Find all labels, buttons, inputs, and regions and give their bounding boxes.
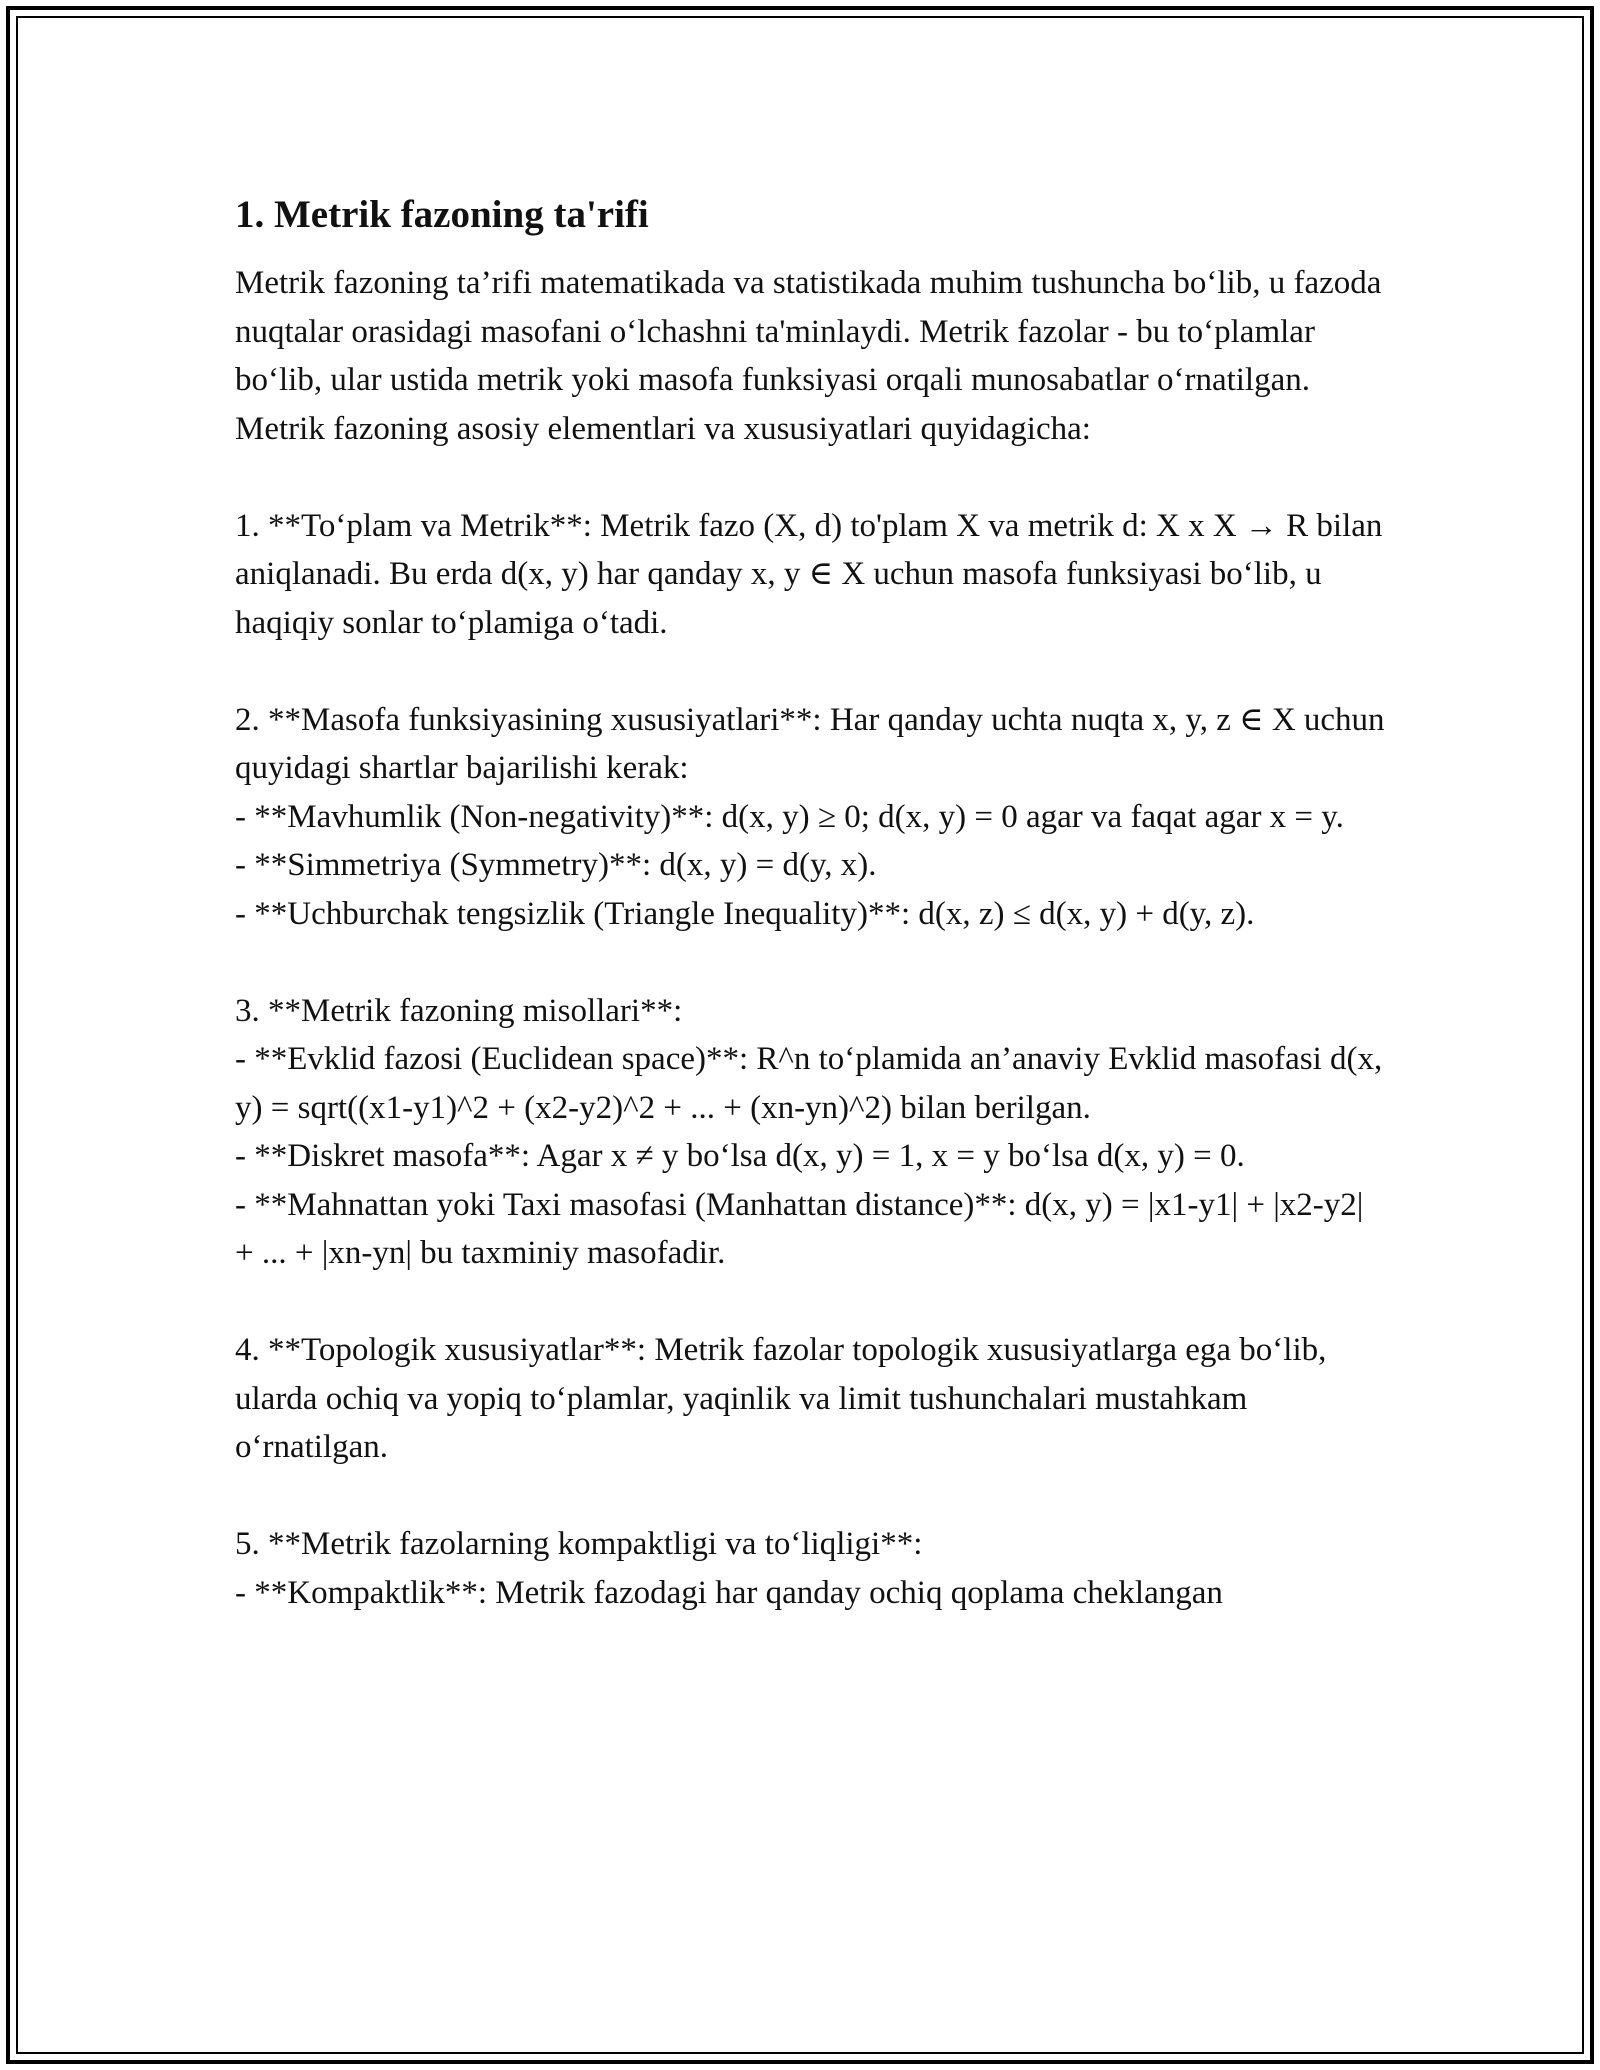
paragraph-gap bbox=[235, 1278, 1385, 1327]
section-4-paragraph: 4. **Topologik xususiyatlar**: Metrik fazolar topologik xususiyatlarga ega bo‘lib, ularda ochiq va yopiq to‘plamlar, yaqinlik va limit tushunchalari mustahkam o‘rnatilgan. bbox=[235, 1332, 1327, 1465]
document-body bbox=[235, 185, 1385, 1617]
paragraph-gap bbox=[235, 938, 1385, 987]
intro-paragraph: Metrik fazoning ta’rifi matematikada va statistikada muhim tushuncha bo‘lib, u fazoda nuqtalar orasidagi masofani o‘lchashni ta'minlaydi. Metrik fazolar - bu to‘plamlar bo‘lib, ular ustida metrik yoki masofa funksiyasi orqali munosabatlar o‘rnatilgan. Metrik fazoning asosiy elementlari va xususiyatlari quyidagicha: bbox=[235, 265, 1382, 447]
paragraph-gap bbox=[235, 647, 1385, 696]
document-title: 1. Metrik fazoning ta'rifi bbox=[235, 193, 649, 236]
section-3-paragraph: 3. **Metrik fazoning misollari**: - **Evklid fazosi (Euclidean space)**: R^n to‘plamida an’anaviy Evklid masofasi d(x, y) = sqrt((x1-y1)^2 + (x2-y2)^2 + ... + (xn-yn)^2) bilan berilgan. - **Diskret masofa**: Agar x ≠ y bo‘lsa d(x, y) = 1, x = y bo‘lsa d(x, y) = 0. - **Mahnattan yoki Taxi masofasi (Manhattan distance)**: d(x, y) = |x1-y1| + |x2-y2| + ... + |xn-yn| bu taxminiy masofadir. bbox=[235, 992, 1383, 1271]
paragraph-gap bbox=[235, 453, 1385, 502]
section-1-paragraph: 1. **To‘plam va Metrik**: Metrik fazo (X, d) to'plam X va metrik d: X x X → R bilan aniqlanadi. Bu erda d(x, y) har qanday x, y ∈ X uchun masofa funksiyasi bo‘lib, u haqiqiy sonlar to‘plamiga o‘tadi. bbox=[235, 507, 1383, 641]
section-5-paragraph: 5. **Metrik fazolarning kompaktligi va to‘liqligi**: - **Kompaktlik**: Metrik fazodagi har qanday ochiq qoplama cheklangan bbox=[235, 1526, 1223, 1611]
section-2-paragraph: 2. **Masofa funksiyasining xususiyatlari**: Har qanday uchta nuqta x, y, z ∈ X uchun quyidagi shartlar bajarilishi kerak: - **Mavhumlik (Non-negativity)**: d(x, y) ≥ 0; d(x, y) = 0 agar va faqat agar x = y. - **Simmetriya (Symmetry)**: d(x, y) = d(y, x). - **Uchburchak tengsizlik (Triangle Inequality)**: d(x, z) ≤ d(x, y) + d(y, z). bbox=[235, 701, 1385, 932]
paragraph-gap bbox=[235, 1472, 1385, 1521]
